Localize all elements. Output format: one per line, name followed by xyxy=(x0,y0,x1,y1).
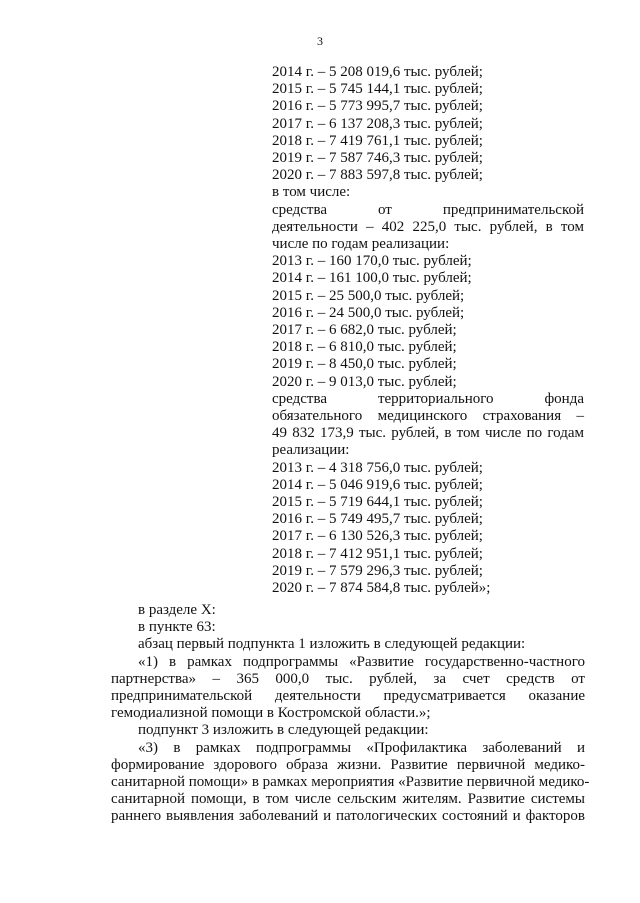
business-year-line: 2015 г. – 25 500,0 тыс. рублей; xyxy=(272,287,465,304)
paragraph-3-line: раннего выявления заболеваний и патологических состояний и факторов xyxy=(111,808,585,825)
paragraph-1-line: партнерства» – 365 000,0 тыс. рублей, за счет средств от xyxy=(111,670,585,687)
total-year-line: 2014 г. – 5 208 019,6 тыс. рублей; xyxy=(272,64,483,80)
oms-funding-line: обязательного медицинского страхования – xyxy=(272,408,584,425)
total-year-line: 2017 г. – 6 137 208,3 тыс. рублей; xyxy=(272,115,483,132)
oms-funding-line: 49 832 173,9 тыс. рублей, в том числе по годам xyxy=(272,425,584,442)
business-funding-line: средства от предпринимательской xyxy=(272,201,584,218)
oms-year-line: 2014 г. – 5 046 919,6 тыс. рублей; xyxy=(272,476,483,493)
oms-funding-line: средства территориального фонда xyxy=(272,390,584,407)
business-year-line: 2020 г. – 9 013,0 тыс. рублей; xyxy=(272,373,457,390)
paragraph-3-line: «3) в рамках подпрограммы «Профилактика заболеваний и xyxy=(138,739,585,756)
page-number: 3 xyxy=(317,34,323,48)
total-year-line: 2018 г. – 7 419 761,1 тыс. рублей; xyxy=(272,132,483,149)
business-year-line: 2016 г. – 24 500,0 тыс. рублей; xyxy=(272,304,465,321)
oms-year-line: 2016 г. – 5 749 495,7 тыс. рублей; xyxy=(272,511,483,528)
business-funding-line: числе по годам реализации: xyxy=(272,236,450,253)
business-year-line: 2018 г. – 6 810,0 тыс. рублей; xyxy=(272,339,457,356)
business-year-line: 2014 г. – 161 100,0 тыс. рублей; xyxy=(272,270,472,287)
oms-year-line: 2017 г. – 6 130 526,3 тыс. рублей; xyxy=(272,528,483,545)
paragraph-1-line: «1) в рамках подпрограммы «Развитие государственно-частного xyxy=(138,653,585,670)
paragraph-3-line: санитарной помощи, в том числе сельским жителям. Развитие системы xyxy=(111,791,585,808)
business-year-line: 2013 г. – 160 170,0 тыс. рублей; xyxy=(272,253,472,270)
oms-year-line: 2020 г. – 7 874 584,8 тыс. рублей»; xyxy=(272,580,491,597)
total-year-line: 2016 г. – 5 773 995,7 тыс. рублей; xyxy=(272,98,483,115)
total-year-line: 2015 г. – 5 745 144,1 тыс. рублей; xyxy=(272,81,483,98)
paragraph-1-intro: абзац первый подпункта 1 изложить в следующей редакции: xyxy=(138,636,526,653)
paragraph-1-line: гемодиализной помощи в Костромской области.»; xyxy=(111,705,431,722)
paragraph-3-line: формирование здорового образа жизни. Развитие первичной медико- xyxy=(111,756,585,773)
paragraph-1-line: предпринимательской деятельности предусматривается оказание xyxy=(111,688,585,705)
business-funding-line: деятельности – 402 225,0 тыс. рублей, в том xyxy=(272,218,584,235)
business-year-line: 2017 г. – 6 682,0 тыс. рублей; xyxy=(272,322,457,339)
point-heading: в пункте 63: xyxy=(138,619,216,636)
paragraph-3-line: санитарной помощи» в рамках мероприятия «Развитие первичной медико- xyxy=(111,774,590,791)
total-year-line: 2019 г. – 7 587 746,3 тыс. рублей; xyxy=(272,150,483,167)
oms-funding-line: реализации: xyxy=(272,442,350,459)
business-year-line: 2019 г. – 8 450,0 тыс. рублей; xyxy=(272,356,457,373)
oms-year-line: 2019 г. – 7 579 296,3 тыс. рублей; xyxy=(272,562,483,579)
funding-column xyxy=(272,64,584,597)
oms-year-line: 2013 г. – 4 318 756,0 тыс. рублей; xyxy=(272,459,483,476)
oms-year-line: 2018 г. – 7 412 951,1 тыс. рублей; xyxy=(272,545,483,562)
amendment-body xyxy=(111,602,590,826)
section-heading: в разделе X: xyxy=(138,602,216,618)
including-label: в том числе: xyxy=(272,184,351,201)
total-year-line: 2020 г. – 7 883 597,8 тыс. рублей; xyxy=(272,167,483,184)
oms-year-line: 2015 г. – 5 719 644,1 тыс. рублей; xyxy=(272,494,483,511)
paragraph-3-intro: подпункт 3 изложить в следующей редакции: xyxy=(138,722,429,739)
